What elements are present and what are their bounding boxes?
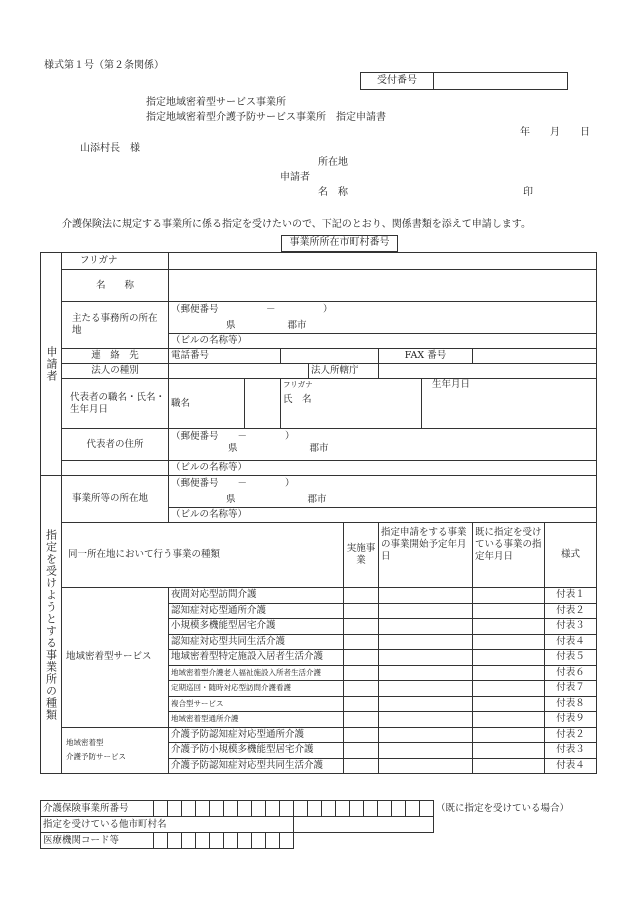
service-existing-cell[interactable] <box>473 696 545 712</box>
digit-box[interactable] <box>210 801 224 817</box>
seal-mark: 印 <box>523 187 533 198</box>
applicant-location-label: 所在地 <box>318 157 348 168</box>
applicant-name-label: 名 称 <box>318 187 348 198</box>
receipt-number-box[interactable] <box>360 72 568 90</box>
group-preventive-line-2: 介護予防サービス <box>66 752 126 762</box>
office-building[interactable] <box>169 508 597 523</box>
rep-city-text: 郡市 <box>309 443 329 454</box>
city-number-label: 事業所所在市町村番号 <box>289 237 390 248</box>
main-office-building[interactable] <box>169 334 597 349</box>
service-start-cell[interactable] <box>379 588 473 604</box>
application-statement: 介護保険法に規定する事業所に係る指定を受けたいので、下記のとおり、関係書類を添えて申請します。 <box>62 219 531 230</box>
service-row-name: 介護予防認知症対応型通所介護 <box>169 727 344 743</box>
application-date: 年 月 日 <box>520 127 590 138</box>
digit-box[interactable] <box>210 833 224 849</box>
name-label: 名 称 <box>62 270 169 302</box>
building-text: （ビルの名称等） <box>171 335 248 346</box>
footer-table <box>40 800 570 849</box>
digit-box[interactable] <box>238 833 252 849</box>
insurance-number-label: 介護保険事業所番号 <box>41 801 154 817</box>
title-line-1: 指定地域密着型サービス事業所 <box>146 97 286 108</box>
service-exec-cell[interactable] <box>344 665 379 681</box>
digit-box[interactable] <box>266 801 280 817</box>
digit-box[interactable] <box>322 801 336 817</box>
service-exec-cell[interactable] <box>344 634 379 650</box>
birthdate-cell[interactable] <box>422 379 597 429</box>
service-start-cell[interactable] <box>379 650 473 666</box>
office-location-label: 事業所等の所在地 <box>62 476 169 523</box>
main-office-label: 主たる事務所の所在地 <box>62 302 169 349</box>
rep-building-field[interactable] <box>169 461 597 476</box>
digit-box[interactable] <box>252 801 266 817</box>
group-community-label: 地域密着型サービス <box>62 588 169 728</box>
service-start-cell[interactable] <box>379 603 473 619</box>
digit-box[interactable] <box>182 833 196 849</box>
service-start-cell[interactable] <box>379 727 473 743</box>
service-form: 付表５ <box>545 650 597 666</box>
service-form: 付表１ <box>545 588 597 604</box>
medical-code-label: 医療機関コード等 <box>41 833 154 849</box>
city-text: 郡市 <box>287 319 307 331</box>
digit-box[interactable] <box>294 801 308 817</box>
service-start-cell[interactable] <box>379 696 473 712</box>
fax-label: FAX 番号 <box>379 349 473 364</box>
office-city-text: 郡市 <box>307 493 327 505</box>
rep-name-cell[interactable] <box>281 379 422 429</box>
digit-box[interactable] <box>280 833 294 849</box>
header-existing-date: 既に指定を受けている事業の指定年月日 <box>473 523 545 588</box>
service-row-name: 認知症対応型共同生活介護 <box>169 634 344 650</box>
service-row-name: 認知症対応型通所介護 <box>169 603 344 619</box>
job-title-label: 職名 <box>169 379 245 429</box>
rep-address-label-cont <box>62 461 169 476</box>
corp-type-field[interactable] <box>169 364 309 379</box>
applicant-label: 申請者 <box>280 172 310 183</box>
service-row-name: 地域密着型特定施設入居者生活介護 <box>169 650 344 666</box>
rep-building-text: （ビルの名称等） <box>171 462 248 473</box>
service-exec-cell[interactable] <box>344 619 379 635</box>
rep-name-label: 氏 名 <box>283 394 312 405</box>
digit-box[interactable] <box>350 801 364 817</box>
service-existing-cell[interactable] <box>473 758 545 774</box>
service-form: 付表２ <box>545 603 597 619</box>
digit-box[interactable] <box>406 801 420 817</box>
digit-box[interactable] <box>224 801 238 817</box>
fax-field[interactable] <box>473 349 597 364</box>
office-postal-text: （郵便番号 － ） <box>171 478 295 490</box>
service-exec-cell[interactable] <box>344 650 379 666</box>
service-existing-cell[interactable] <box>473 634 545 650</box>
postal-text: （郵便番号 － ） <box>171 304 333 316</box>
service-start-cell[interactable] <box>379 712 473 728</box>
job-title-field[interactable] <box>245 379 281 429</box>
digit-box[interactable] <box>252 833 266 849</box>
pref-text: 県 <box>226 319 236 331</box>
name-field[interactable] <box>169 270 597 302</box>
service-exec-cell[interactable] <box>344 696 379 712</box>
service-exec-cell[interactable] <box>344 758 379 774</box>
city-number-box[interactable] <box>281 235 398 252</box>
header-exec: 実施事業 <box>344 523 379 588</box>
service-row-name: 地域密着型通所介護 <box>169 712 344 728</box>
office-building-text: （ビルの名称等） <box>171 509 248 520</box>
digit-box[interactable] <box>420 801 434 817</box>
contact-label: 連 絡 先 <box>62 349 169 364</box>
digit-box[interactable] <box>168 833 182 849</box>
tel-label: 電話番号 <box>169 349 281 364</box>
digit-box[interactable] <box>182 801 196 817</box>
service-exec-cell[interactable] <box>344 712 379 728</box>
digit-box[interactable] <box>308 801 322 817</box>
rep-postal-text: （郵便番号 － ） <box>171 431 295 442</box>
form-number: 様式第１号（第２条関係） <box>44 60 164 71</box>
group-preventive-line-1: 地域密着型 <box>66 738 104 748</box>
service-existing-cell[interactable] <box>473 727 545 743</box>
service-form: 付表９ <box>545 712 597 728</box>
business-side-label: 指定を受けようとする事業所の種類 <box>41 476 62 774</box>
service-existing-cell[interactable] <box>473 619 545 635</box>
rep-furigana-label: フリガナ <box>283 380 313 389</box>
service-exec-cell[interactable] <box>344 603 379 619</box>
corp-type-label: 法人の種別 <box>62 364 169 379</box>
service-start-cell[interactable] <box>379 758 473 774</box>
corp-agency-field[interactable] <box>379 364 597 379</box>
digit-box[interactable] <box>336 801 350 817</box>
service-start-cell[interactable] <box>379 681 473 697</box>
other-city-label: 指定を受けている他市町村名 <box>41 817 294 833</box>
header-form: 様式 <box>545 523 597 588</box>
service-existing-cell[interactable] <box>473 743 545 759</box>
header-start-date: 指定申請をする事業の事業開始予定年月日 <box>379 523 473 588</box>
service-form: 付表４ <box>545 758 597 774</box>
service-form: 付表２ <box>545 727 597 743</box>
application-table <box>40 252 597 774</box>
service-exec-cell[interactable] <box>344 743 379 759</box>
service-exec-cell[interactable] <box>344 588 379 604</box>
digit-box[interactable] <box>392 801 406 817</box>
service-row-name: 介護予防認知症対応型共同生活介護 <box>169 758 344 774</box>
service-row-name: 定期巡回・随時対応型訪問介護看護 <box>169 681 344 697</box>
representative-label: 代表者の職名・氏名・生年月日 <box>62 379 169 429</box>
rep-address-field[interactable] <box>169 429 597 461</box>
rep-address-label: 代表者の住所 <box>62 429 169 461</box>
service-start-cell[interactable] <box>379 743 473 759</box>
service-row-name: 介護予防小規模多機能型居宅介護 <box>169 743 344 759</box>
tel-field[interactable] <box>281 349 379 364</box>
digit-box[interactable] <box>168 801 182 817</box>
service-exec-cell[interactable] <box>344 681 379 697</box>
furigana-label: フリガナ <box>62 253 169 270</box>
digit-box[interactable] <box>378 801 392 817</box>
service-form: 付表６ <box>545 665 597 681</box>
service-existing-cell[interactable] <box>473 712 545 728</box>
office-pref-text: 県 <box>226 493 236 505</box>
service-form: 付表４ <box>545 634 597 650</box>
digit-box[interactable] <box>154 833 168 849</box>
service-row-name: 地域密着型介護老人福祉施設入所者生活介護 <box>169 665 344 681</box>
already-designated-note: （既に指定を受けている場合） <box>436 802 570 814</box>
service-existing-cell[interactable] <box>473 603 545 619</box>
digit-box[interactable] <box>266 833 280 849</box>
addressee: 山添村長 様 <box>80 143 140 154</box>
digit-box[interactable] <box>154 801 168 817</box>
digit-box[interactable] <box>238 801 252 817</box>
furigana-field[interactable] <box>169 253 597 270</box>
digit-box[interactable] <box>196 801 210 817</box>
office-address[interactable] <box>169 493 597 508</box>
rep-pref-text: 県 <box>228 443 238 454</box>
service-form: 付表８ <box>545 696 597 712</box>
other-city-field[interactable] <box>294 817 434 833</box>
service-form: 付表３ <box>545 619 597 635</box>
service-start-cell[interactable] <box>379 619 473 635</box>
service-form: 付表７ <box>545 681 597 697</box>
service-form: 付表３ <box>545 743 597 759</box>
digit-box[interactable] <box>224 833 238 849</box>
header-business-kind: 同一所在地において行う事業の種類 <box>62 523 344 588</box>
digit-box[interactable] <box>280 801 294 817</box>
service-existing-cell[interactable] <box>473 665 545 681</box>
group-preventive-label <box>62 727 169 774</box>
office-postal[interactable] <box>169 476 597 493</box>
service-row-name: 小規模多機能型居宅介護 <box>169 619 344 635</box>
digit-box[interactable] <box>196 833 210 849</box>
service-start-cell[interactable] <box>379 665 473 681</box>
service-row-name: 夜間対応型訪問介護 <box>169 588 344 604</box>
service-existing-cell[interactable] <box>473 650 545 666</box>
birthdate-label: 生年月日 <box>432 379 471 390</box>
service-start-cell[interactable] <box>379 634 473 650</box>
applicant-side-label: 申請者 <box>41 253 62 476</box>
main-office-address[interactable] <box>169 319 597 334</box>
service-exec-cell[interactable] <box>344 727 379 743</box>
service-row-name: 複合型サービス <box>169 696 344 712</box>
title-line-2: 指定地域密着型介護予防サービス事業所 指定申請書 <box>146 112 386 123</box>
service-existing-cell[interactable] <box>473 681 545 697</box>
corp-agency-label: 法人所轄庁 <box>309 364 379 379</box>
service-existing-cell[interactable] <box>473 588 545 604</box>
receipt-number-label: 受付番号 <box>377 75 417 86</box>
main-office-postal[interactable] <box>169 302 597 319</box>
digit-box[interactable] <box>364 801 378 817</box>
